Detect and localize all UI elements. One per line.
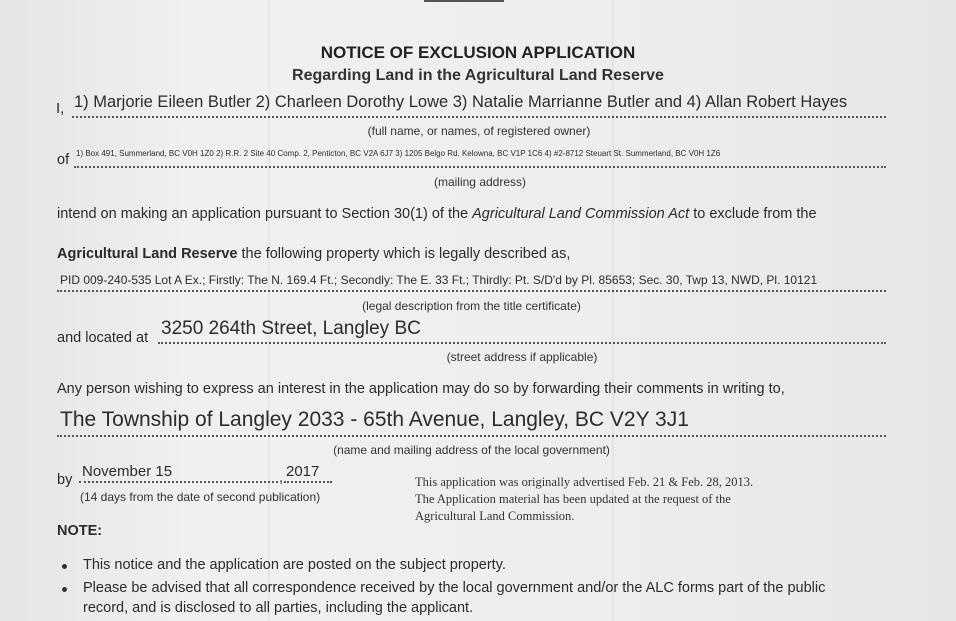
government-caption: (name and mailing address of the local government) [333, 443, 610, 457]
bullet-dot [62, 587, 67, 592]
deadline-year-line [284, 481, 332, 483]
deadline-comma: , [279, 470, 284, 486]
owner-line [72, 116, 886, 118]
deadline-caption: (14 days from the date of second publication) [80, 490, 321, 504]
location-caption: (street address if applicable) [446, 350, 598, 364]
mailing-prefix: of [57, 152, 70, 168]
bullet-item-2-continued: record, and is disclosed to all parties, including the applicant. [83, 600, 474, 616]
legal-line [57, 290, 886, 292]
notice-subtitle: Regarding Land in the Agricultural Land Reserve [292, 67, 664, 84]
intent-line-1 [57, 206, 817, 222]
bullet-dot [62, 564, 67, 569]
owner-caption: (full name, or names, of registered owner) [367, 124, 591, 138]
deadline-date: November 15 [82, 463, 173, 480]
mailing-caption: (mailing address) [433, 175, 527, 189]
legal-description: PID 009-240-535 Lot A Ex.; Firstly: The N. 169.4 Ft.; Secondly: The E. 33 Ft.; Thirdly: Pt. S/D'd by Pl. 85653; Sec. 30, Twp 13, NWD, Pl. 10121 [60, 273, 818, 287]
notice-title: NOTICE OF EXCLUSION APPLICATION [320, 43, 636, 62]
intent-line-2 [57, 246, 570, 262]
deadline-prefix: by [57, 472, 73, 488]
advert-note [415, 474, 753, 525]
advert-note-line-2: The Application material has been updated at the request of the [415, 492, 731, 506]
deadline-year: 2017 [286, 463, 320, 480]
top-rule [424, 0, 504, 2]
mailing-address: 1) Box 491, Summerland, BC V0H 1Z0 2) R.R. 2 Site 40 Comp. 2, Penticton, BC V2A 6J7 3) 1205 Belgo Rd. Kelowna, BC V1P 1C6 4) #2-8712 Steuart St. Summerland, BC V0H 1Z6 [76, 149, 721, 158]
bullet-item-1: This notice and the application are posted on the subject property. [83, 557, 506, 573]
mailing-line [74, 166, 886, 168]
reserve-name: Agricultural Land Reserve [57, 246, 238, 262]
intent-text-post: to exclude from the [689, 206, 817, 222]
owner-names: 1) Marjorie Eileen Butler 2) Charleen Dorothy Lowe 3) Natalie Marrianne Butler and 4) Allan Robert Hayes [74, 93, 848, 111]
location-line [158, 342, 886, 344]
act-name: Agricultural Land Commission Act [472, 206, 690, 222]
intent-text-pre: intend on making an application pursuant to Section 30(1) of the [57, 206, 473, 222]
government-line [57, 435, 886, 437]
deadline-date-line [79, 481, 278, 483]
advert-note-line-3: Agricultural Land Commission. [415, 509, 575, 523]
advert-note-line-1: This application was originally advertised Feb. 21 & Feb. 28, 2013. [415, 475, 754, 489]
legal-caption: (legal description from the title certificate) [362, 299, 581, 313]
government-address: The Township of Langley 2033 - 65th Avenue, Langley, BC V2Y 3J1 [60, 408, 689, 431]
comments-text: Any person wishing to express an interest in the application may do so by forwarding their comments in writing to, [57, 381, 785, 397]
location-prefix: and located at [57, 330, 149, 346]
bullet-item-2: Please be advised that all correspondence received by the local government and/or the ALC forms part of the public [83, 580, 826, 596]
intent-line-2-rest: the following property which is legally described as, [237, 246, 571, 262]
note-heading: NOTE: [57, 523, 103, 539]
location-address: 3250 264th Street, Langley BC [161, 318, 421, 339]
owner-prefix: I, [56, 100, 65, 117]
